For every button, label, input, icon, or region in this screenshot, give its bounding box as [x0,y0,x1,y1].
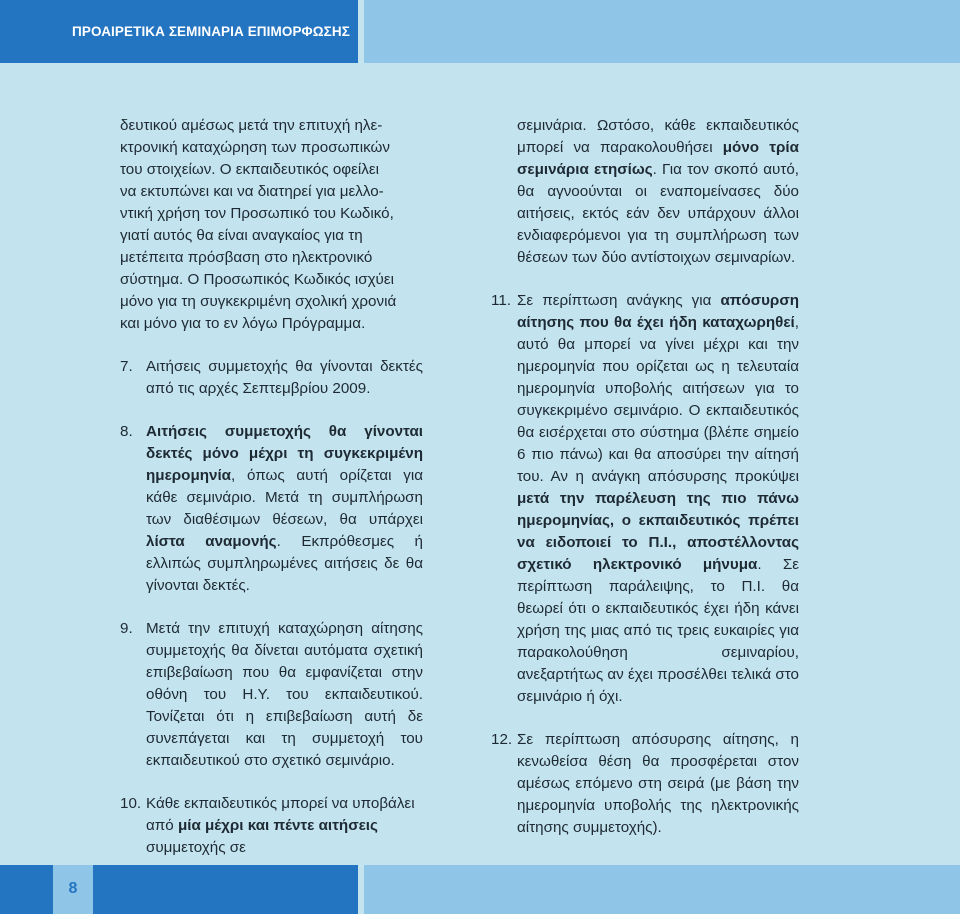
text-line: να εκτυπώνει και να διατηρεί για μελλο- [120,183,384,200]
continued-paragraph [120,115,423,335]
page-footer [0,865,960,914]
item-text: σεμινάρια. Ωστόσο, κάθε εκπαιδευτικός μπορεί να παρακολουθήσει [517,117,799,156]
item-bold-text: Αιτήσεις συμμετοχής θα γίνονται δεκτές μόνο μέχρι τη συγκεκριμένη ημερομηνία [146,423,423,484]
item-bold-text: μετά την παρέλευση της πιο πάνω ημερομηνίας, ο εκπαιδευτικός πρέπει να ειδοποιεί το Π.Ι., αποστέλλοντας σχετικό ηλεκτρονικό μήνυμα [517,490,799,573]
text-line: δευτικού αμέσως μετά την επιτυχή ηλε- [120,117,383,134]
text-line: του στοιχείων. Ο εκπαιδευτικός οφείλει [120,161,380,178]
item-text: Αιτήσεις συμμετοχής θα γίνονται δεκτές από τις αρχές Σεπτεμβρίου 2009. [146,358,423,397]
item-number: 11. [491,292,511,309]
item-text: . Σε περίπτωση παράλειψης, το Π.Ι. θα θεωρεί ότι ο εκπαιδευτικός έχει ήδη κάνει χρήση της μιας από τις τρεις ευκαιρίες για παρακολούθηση σεμιναρίου, ανεξαρτήτως αν έχει προσέλθει τελικά στο σεμινάριο ή όχι. [517,556,799,705]
list-item-10 [120,793,423,859]
item-bold-text: μόνο τρία σεμινάρια ετησίως [517,139,799,178]
header-title: ΠΡΟΑΙΡΕΤΙΚΑ ΣΕΜΙΝΑΡΙΑ ΕΠΙΜΟΡΦΩΣΗΣ [72,24,350,39]
item-bold-text: μία μέχρι και πέντε αιτήσεις [177,817,378,834]
page-number: 8 [68,880,78,897]
page-header [0,0,960,63]
item-text: συμμετοχής σε [146,839,246,856]
text-line: και μόνο για το εν λόγω Πρόγραμμα. [120,315,366,332]
text-line: κτρονική καταχώρηση των προσωπικών [120,139,390,156]
text-line: σύστημα. Ο Προσωπικός Κωδικός ισχύει [120,271,395,288]
item-number: 10. [120,795,142,812]
list-item-8 [120,421,423,597]
text-line: μετέπειτα πρόσβαση στο ηλεκτρονικό [120,249,373,266]
right-column [491,115,799,839]
list-item-7 [120,356,423,400]
footer-band-light [364,865,960,914]
header-band-light [364,0,960,63]
item-number: 9. [120,620,133,637]
item-text: . Εκπρόθεσμες ή ελλιπώς συμπληρωμένες αιτήσεις δε θα γίνονται δεκτές. [146,533,423,594]
item-text: Σε περίπτωση απόσυρσης αίτησης, η κενωθείσα θέση θα προσφέρεται στον αμέσως επόμενο στη σειρά (με βάση την ημερομηνία υποβολής της ηλεκτρονικής αίτησης συμμετοχής). [517,731,799,836]
continued-paragraph [491,115,799,269]
item-text: , όπως αυτή ορίζεται για κάθε σεμινάριο. Μετά τη συμπλήρωση των διαθέσιμων θέσεων, θα υπάρχει [146,467,423,528]
item-text: Μετά την επιτυχή καταχώρηση αίτησης συμμετοχής θα δίνεται αυτόματα σχετική επιβεβαίωση που θα εμφανίζεται στην οθόνη του Η.Υ. του εκπαιδευτικού. Τονίζεται ότι η επιβεβαίωση αυτή δε συνεπάγεται και τη συμμετοχή του εκπαιδευτικού στο σχετικό σεμινάριο. [146,620,423,769]
item-text: Κάθε εκπαιδευτικός μπορεί να υποβάλει από [146,795,415,834]
item-number: 12. [491,731,513,748]
item-number: 8. [120,423,133,440]
list-item-9 [120,618,423,772]
list-item-11 [491,290,799,708]
item-bold-text: απόσυρση αίτησης που θα έχει ήδη καταχωρηθεί [517,292,799,331]
item-number: 7. [120,358,133,375]
list-item-12 [491,729,799,839]
item-text: , αυτό θα μπορεί να γίνει μέχρι και την ημερομηνία που ορίζεται ως η τελευταία ημερομηνία υποβολής αιτήσεων για το συγκεκριμένο σεμινάριο. Ο εκπαιδευτικός θα εισέρχεται στο σύστημα (βλέπε σημείο 6 πιο πάνω) και θα αποσύρει την αίτησή του. Αν η ανάγκη απόσυρσης προκύψει [517,314,799,485]
text-line: μόνο για τη συγκεκριμένη σχολική χρονιά [120,293,397,310]
left-column [120,115,423,859]
text-line: γιατί αυτός θα είναι αναγκαίος για τη [120,227,363,244]
item-bold-text: λίστα αναμονής [146,533,277,550]
item-text: . Για τον σκοπό αυτό, θα αγνοούνται οι εναπομείνασες δύο αιτήσεις, εκτός εάν δεν υπάρχουν άλλοι ενδιαφερόμενοι για τη συμπλήρωση των θέσεων των δύο αντίστοιχων σεμιναρίων. [517,161,799,266]
text-line: ντική χρήση τον Προσωπικό του Κωδικό, [120,205,394,222]
item-text: Σε περίπτωση ανάγκης για [517,292,721,309]
